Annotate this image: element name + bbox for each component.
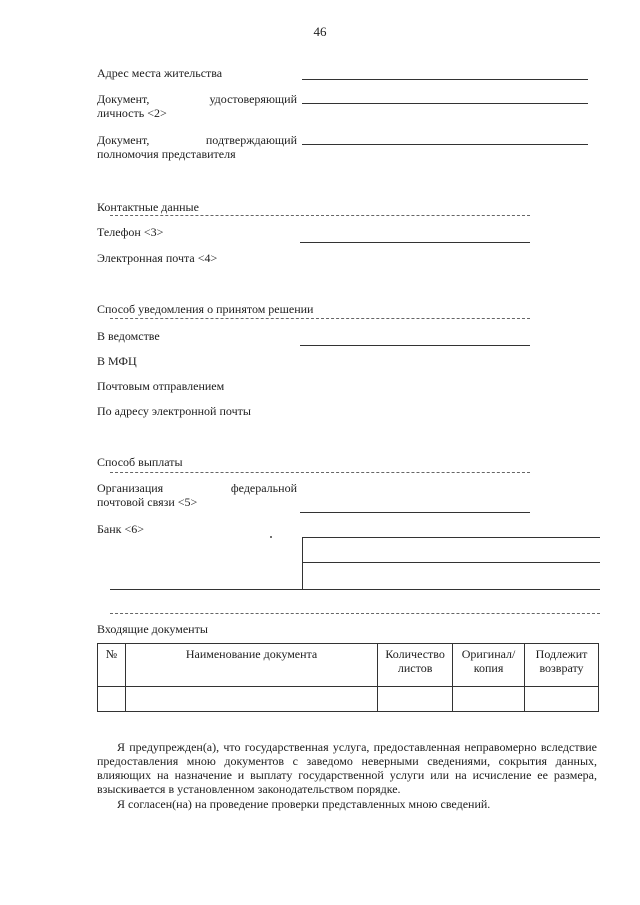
payment-title: Способ выплаты xyxy=(97,455,183,469)
col-doc-name: Наименование документа xyxy=(125,644,377,687)
col-number: № xyxy=(98,644,126,687)
bank-line-3[interactable] xyxy=(110,589,600,590)
address-label: Адрес места жительства xyxy=(97,66,223,80)
incoming-docs-table xyxy=(97,643,599,712)
table-row[interactable] xyxy=(98,687,599,712)
bank-box-left xyxy=(302,537,303,589)
notification-title: Способ уведомления о принятом решении xyxy=(97,302,314,316)
notification-separator xyxy=(110,318,530,319)
postal-input-line[interactable] xyxy=(300,512,530,513)
table-header-row xyxy=(98,644,599,687)
notify-input-line[interactable] xyxy=(300,345,530,346)
cell-return[interactable] xyxy=(525,687,599,712)
postal-label: Организация федеральной почтовой связи <5> xyxy=(97,481,297,509)
id-document-input-line[interactable] xyxy=(302,103,588,104)
warning-paragraph: Я предупрежден(а), что государственная услуга, предоставленная неправомерно вследствие предоставления мною документов с заведомо неверными сведениями, сокрытия данных, влияющих на назначение и выплату государственной услуги или на исчисление ее размера, взыскивается в установленном законодательством порядке. xyxy=(97,740,597,796)
cell-original-copy[interactable] xyxy=(453,687,525,712)
dot-mark xyxy=(270,536,272,538)
rep-document-input-line[interactable] xyxy=(302,144,588,145)
phone-input-line[interactable] xyxy=(300,242,530,243)
address-input-line[interactable] xyxy=(302,79,588,80)
bank-separator xyxy=(110,613,600,614)
bank-label: Банк <6> xyxy=(97,522,145,536)
consent-paragraph: Я согласен(на) на проведение проверки представленных мною сведений. xyxy=(117,797,491,811)
notify-option-mail[interactable]: Почтовым отправлением xyxy=(97,379,225,393)
bank-line-1[interactable] xyxy=(302,537,600,538)
contacts-title: Контактные данные xyxy=(97,200,199,214)
email-label: Электронная почта <4> xyxy=(97,251,218,265)
bank-line-2[interactable] xyxy=(302,562,600,563)
col-return: Подлежит возврату xyxy=(525,644,599,687)
page-number: 46 xyxy=(313,24,327,39)
cell-number[interactable] xyxy=(98,687,126,712)
id-document-label: Документ, удостоверяющий личность <2> xyxy=(97,92,297,120)
rep-document-label: Документ, подтверждающий полномочия представителя xyxy=(97,133,297,161)
notify-option-mfc[interactable]: В МФЦ xyxy=(97,354,137,368)
notify-option-email[interactable]: По адресу электронной почты xyxy=(97,404,251,418)
cell-sheet-count[interactable] xyxy=(378,687,453,712)
contacts-separator xyxy=(110,215,530,216)
col-original-copy: Оригинал/ копия xyxy=(453,644,525,687)
payment-separator xyxy=(110,472,530,473)
col-sheet-count: Количество листов xyxy=(378,644,453,687)
notify-option-department[interactable]: В ведомстве xyxy=(97,329,160,343)
incoming-docs-title: Входящие документы xyxy=(97,622,208,636)
cell-doc-name[interactable] xyxy=(125,687,377,712)
phone-label: Телефон <3> xyxy=(97,225,164,239)
